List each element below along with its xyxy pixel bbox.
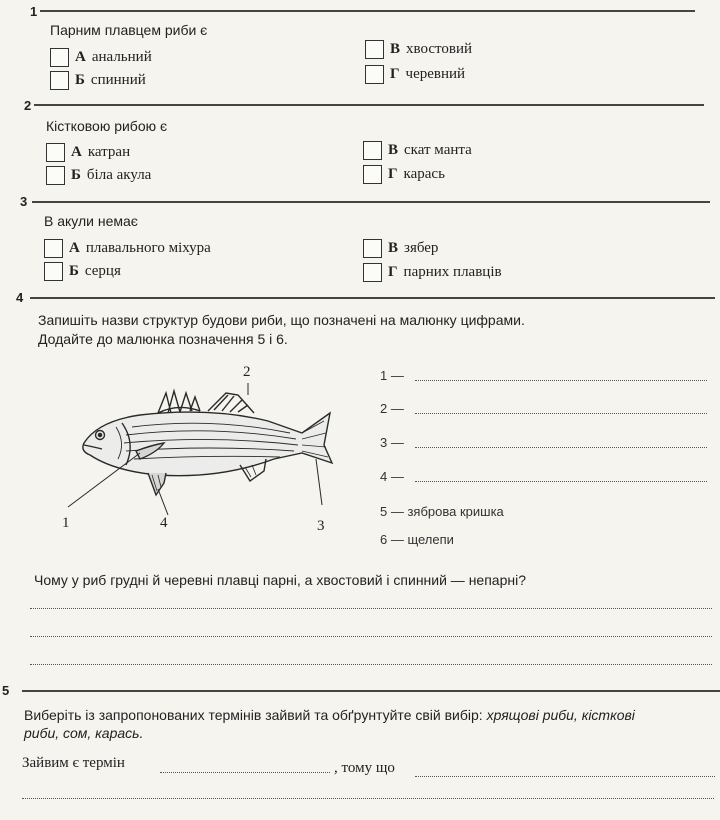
q2-option-g-checkbox[interactable] bbox=[363, 165, 382, 184]
q2-option-v-checkbox[interactable] bbox=[363, 141, 382, 160]
q3-option-a-checkbox[interactable] bbox=[44, 239, 63, 258]
fish-label-1: 1 bbox=[62, 515, 70, 531]
q3-option-v-letter: В bbox=[388, 239, 399, 256]
answer-5-label: 5 — зяброва кришка bbox=[380, 504, 504, 519]
followup-answer-line-2[interactable] bbox=[30, 636, 712, 637]
question-3-rule bbox=[32, 201, 710, 203]
q2-option-g-letter: Г bbox=[388, 165, 398, 182]
question-5-rule bbox=[22, 690, 720, 692]
q1-option-b[interactable] bbox=[50, 71, 146, 90]
q3-option-v-checkbox[interactable] bbox=[363, 239, 382, 258]
q3-option-b-checkbox[interactable] bbox=[44, 262, 63, 281]
q2-option-v-text: скат манта bbox=[404, 141, 472, 158]
answer-2-line[interactable] bbox=[415, 413, 707, 414]
fish-label-2: 2 bbox=[243, 364, 251, 380]
q1-option-a[interactable] bbox=[50, 48, 152, 67]
fish-illustration bbox=[40, 355, 360, 545]
reason-line-1[interactable] bbox=[415, 776, 715, 777]
question-4-prompt-line2: Додайте до малюнка позначення 5 і 6. bbox=[38, 331, 288, 347]
q1-option-a-text: анальний bbox=[91, 48, 152, 65]
question-5-answer-start: Зайвим є термін bbox=[22, 755, 125, 771]
q1-option-g-checkbox[interactable] bbox=[365, 65, 384, 84]
q1-option-a-checkbox[interactable] bbox=[50, 48, 69, 67]
q3-option-g[interactable] bbox=[363, 263, 502, 282]
question-5-prompt-text: Виберіть із запропонованих термінів зайвий та обґрунтуйте свій вибір: bbox=[24, 707, 487, 723]
q3-option-b-letter: Б bbox=[69, 262, 79, 279]
q1-option-b-letter: Б bbox=[75, 71, 85, 88]
followup-answer-line-1[interactable] bbox=[30, 608, 712, 609]
q2-option-v-letter: В bbox=[388, 141, 399, 158]
question-3-prompt: В акули немає bbox=[44, 213, 138, 229]
q3-option-v[interactable] bbox=[363, 239, 438, 258]
question-1-prompt: Парним плавцем риби є bbox=[50, 22, 208, 38]
question-4-followup: Чому у риб грудні й черевні плавці парні, а хвостовий і спинний — непарні? bbox=[34, 572, 526, 588]
question-3-number: 3 bbox=[20, 194, 28, 209]
question-4-prompt-line1: Запишіть назви структур будови риби, що позначені на малюнку цифрами. bbox=[38, 312, 525, 328]
q1-option-v-text: хвостовий bbox=[406, 40, 473, 57]
q3-option-v-text: зябер bbox=[404, 239, 439, 256]
q3-option-a-letter: А bbox=[69, 239, 80, 256]
question-5-answer-mid: , тому що bbox=[334, 760, 395, 776]
q3-option-g-text: парних плавців bbox=[403, 263, 502, 280]
q2-option-a-checkbox[interactable] bbox=[46, 143, 65, 162]
answer-1-label: 1 — bbox=[380, 368, 404, 383]
q3-option-b[interactable] bbox=[44, 262, 121, 281]
q1-option-g-text: черевний bbox=[405, 65, 466, 82]
question-2-prompt: Кістковою рибою є bbox=[46, 118, 168, 134]
q2-option-g-text: карась bbox=[403, 165, 445, 182]
fish-label-3: 3 bbox=[317, 518, 325, 534]
question-5-terms-a: хрящові риби, кісткові bbox=[486, 707, 635, 723]
question-5-prompt-line1 bbox=[24, 707, 635, 723]
answer-1-line[interactable] bbox=[415, 380, 707, 381]
question-5-number: 5 bbox=[2, 683, 10, 698]
q2-option-a[interactable] bbox=[46, 143, 130, 162]
question-1-rule bbox=[40, 10, 695, 12]
q1-option-g-letter: Г bbox=[390, 65, 400, 82]
question-1-number: 1 bbox=[30, 4, 38, 19]
q2-option-b-letter: Б bbox=[71, 166, 81, 183]
q1-option-b-checkbox[interactable] bbox=[50, 71, 69, 90]
q2-option-a-text: катран bbox=[87, 143, 131, 160]
q2-option-b[interactable] bbox=[46, 166, 151, 185]
q3-option-a[interactable] bbox=[44, 239, 211, 258]
q2-option-a-letter: А bbox=[71, 143, 82, 160]
reason-line-2[interactable] bbox=[22, 798, 714, 799]
q1-option-v-checkbox[interactable] bbox=[365, 40, 384, 59]
q1-option-b-text: спинний bbox=[90, 71, 146, 88]
q3-option-g-checkbox[interactable] bbox=[363, 263, 382, 282]
answer-3-label: 3 — bbox=[380, 435, 404, 450]
q1-option-v-letter: В bbox=[390, 40, 401, 57]
q3-option-g-letter: Г bbox=[388, 263, 398, 280]
q1-option-a-letter: А bbox=[75, 48, 86, 65]
answer-6-label: 6 — щелепи bbox=[380, 532, 454, 547]
answer-4-label: 4 — bbox=[380, 469, 404, 484]
q1-option-v[interactable] bbox=[365, 40, 472, 59]
q3-option-a-text: плавального міхура bbox=[85, 239, 211, 256]
q3-option-b-text: серця bbox=[84, 262, 121, 279]
q2-option-v[interactable] bbox=[363, 141, 472, 160]
question-4-rule bbox=[30, 297, 715, 299]
q2-option-b-checkbox[interactable] bbox=[46, 166, 65, 185]
followup-answer-line-3[interactable] bbox=[30, 664, 712, 665]
question-2-number: 2 bbox=[24, 98, 32, 113]
answer-4-line[interactable] bbox=[415, 481, 707, 482]
answer-3-line[interactable] bbox=[415, 447, 707, 448]
question-2-rule bbox=[34, 104, 704, 106]
question-4-number: 4 bbox=[16, 290, 24, 305]
q1-option-g[interactable] bbox=[365, 65, 465, 84]
fish-label-4: 4 bbox=[160, 515, 168, 531]
q2-option-b-text: біла акула bbox=[86, 166, 152, 183]
excluded-term-line[interactable] bbox=[160, 772, 330, 773]
answer-2-label: 2 — bbox=[380, 401, 404, 416]
q2-option-g[interactable] bbox=[363, 165, 445, 184]
question-5-terms-b: риби, сом, карась. bbox=[24, 725, 144, 741]
